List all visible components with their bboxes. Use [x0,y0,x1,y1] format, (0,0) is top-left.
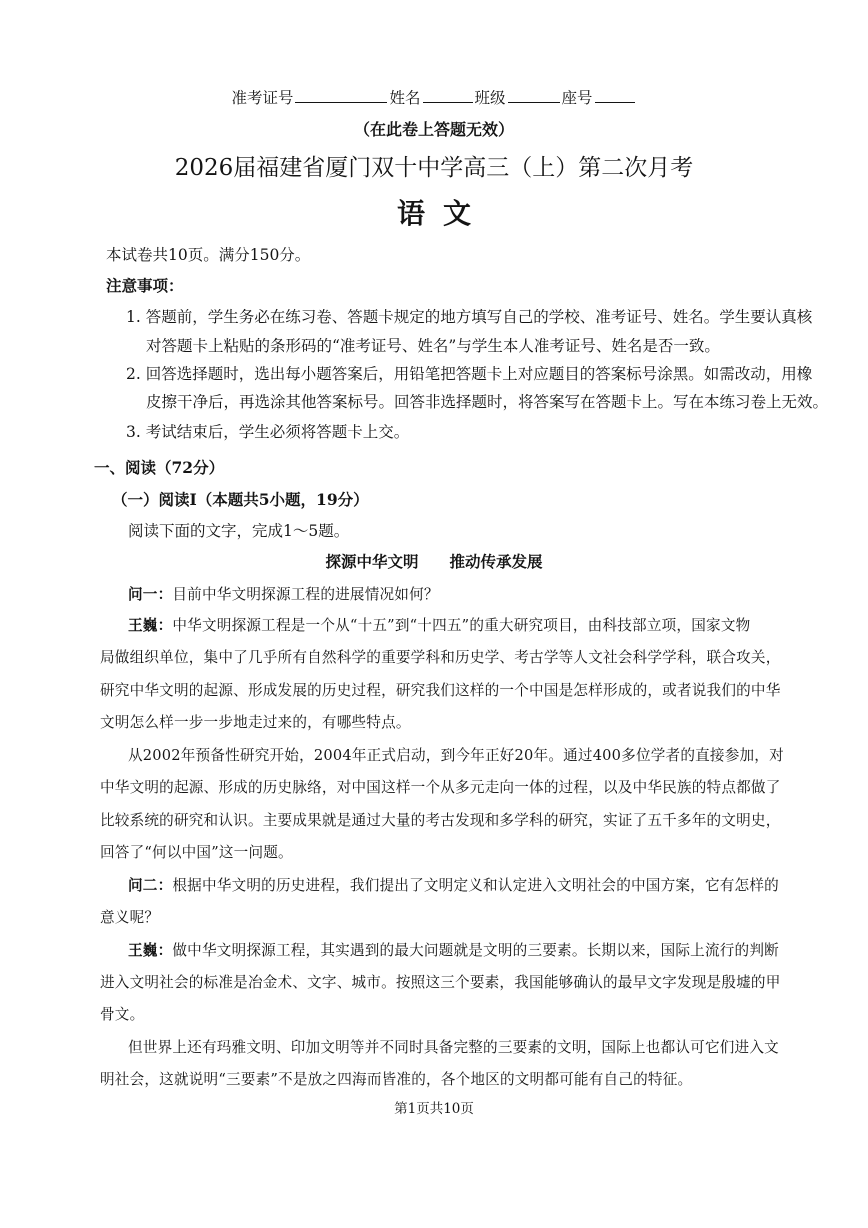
answer-1-line-2: 局做组织单位，集中了几乎所有自然科学的重要学科和历史学、考古学等人文社会科学学科，联合攻关， [100,649,781,666]
invalid-answer-note: （在此卷上答题无效） [353,120,514,139]
question-2-line-2: 意义呢？ [100,909,160,926]
notice-item-1-line-2: 对答题卡上粘贴的条形码的“准考证号、姓名”与学生本人准考证号、姓名是否一致。 [146,337,720,355]
seat-blank [595,88,635,103]
question-2-line-1 [128,874,779,895]
notice-heading: 注意事项： [106,276,184,295]
reading-instruction: 阅读下面的文字，完成1～5题。 [128,522,350,540]
notice-item-1-line-1: 1. 答题前，学生务必在练习卷、答题卡规定的地方填写自己的学校、准考证号、姓名。学生要认真核 [126,308,813,326]
question-2-label: 问二： [128,877,173,894]
seat-label: 座号 [561,89,593,107]
answer-2-label: 王巍： [128,942,173,959]
paragraph-2-line-3: 比较系统的研究和认识。主要成果就是通过大量的考古发现和多学科的研究，实证了五千多年的文明史， [100,812,781,829]
exam-title: 2026届福建省厦门双十中学高三（上）第二次月考 [174,155,694,181]
subject-title: 语文 [396,197,489,230]
exam-intro: 本试卷共10页。满分150分。 [106,246,311,264]
answer-1-line-1 [128,614,750,635]
section-heading: 一、阅读（72分） [94,458,225,477]
answer-1-text: 中华文明探源工程是一个从“十五”到“十四五”的重大研究项目，由科技部立项，国家文物 [172,617,751,634]
subsection-heading: （一）阅读Ⅰ（本题共5小题，19分） [112,490,369,509]
answer-1-line-4: 文明怎么样一步一步地走过来的，有哪些特点。 [100,714,411,731]
answer-1-label: 王巍： [128,617,173,634]
question-1-text: 目前中华文明探源工程的进展情况如何？ [172,586,439,603]
exam-no-blank [295,88,387,103]
notice-item-2-line-2: 皮擦干净后，再选涂其他答案标号。回答非选择题时，将答案写在答题卡上。写在本练习卷上无效。 [146,393,829,411]
paragraph-4-line-2: 明社会，这就说明“三要素”不是放之四海而皆准的，各个地区的文明都可能有自己的特征。 [100,1071,693,1088]
answer-2-line-3: 骨文。 [100,1006,145,1023]
paragraph-2-line-2: 中华文明的起源、形成的历史脉络，对中国这样一个从多元走向一体的过程，以及中华民族的特点都做了 [100,779,781,796]
answer-2-line-2: 进入文明社会的标准是冶金术、文字、城市。按照这三个要素，我国能够确认的最早文字发现是殷墟的甲 [100,974,781,991]
paragraph-4-line-1: 但世界上还有玛雅文明、印加文明等并不同时具备完整的三要素的文明，国际上也都认可它们进入文 [128,1039,779,1056]
answer-2-text: 做中华文明探源工程，其实遇到的最大问题就是文明的三要素。长期以来，国际上流行的判断 [172,942,779,959]
class-blank [508,88,560,103]
exam-no-label: 准考证号 [231,89,294,107]
class-label: 班级 [474,89,506,107]
paragraph-2-line-1: 从2002年预备性研究开始，2004年正式启动，到今年正好20年。通过400多位学者的直接参加，对 [128,747,784,764]
question-2-text: 根据中华文明的历史进程，我们提出了文明定义和认定进入文明社会的中国方案，它有怎样的 [172,877,779,894]
article-title: 探源中华文明 推动传承发展 [325,552,543,571]
question-1 [128,583,439,604]
name-label: 姓名 [389,89,421,107]
notice-item-2-line-1: 2. 回答选择题时，选出每小题答案后，用铅笔把答题卡上对应题目的答案标号涂黑。如需改动，用橡 [126,365,813,383]
page-number: 第1页共10页 [394,1101,474,1117]
answer-2-line-1 [128,939,779,960]
paragraph-2-line-4: 回答了“何以中国”这一问题。 [100,844,293,861]
notice-item-3: 3. 考试结束后，学生必须将答题卡上交。 [126,423,410,441]
question-1-label: 问一： [128,586,173,603]
candidate-info-line [0,86,868,108]
name-blank [423,88,473,103]
answer-1-line-3: 研究中华文明的起源、形成发展的历史过程，研究我们这样的一个中国是怎样形成的，或者说我们的中华 [100,682,781,699]
